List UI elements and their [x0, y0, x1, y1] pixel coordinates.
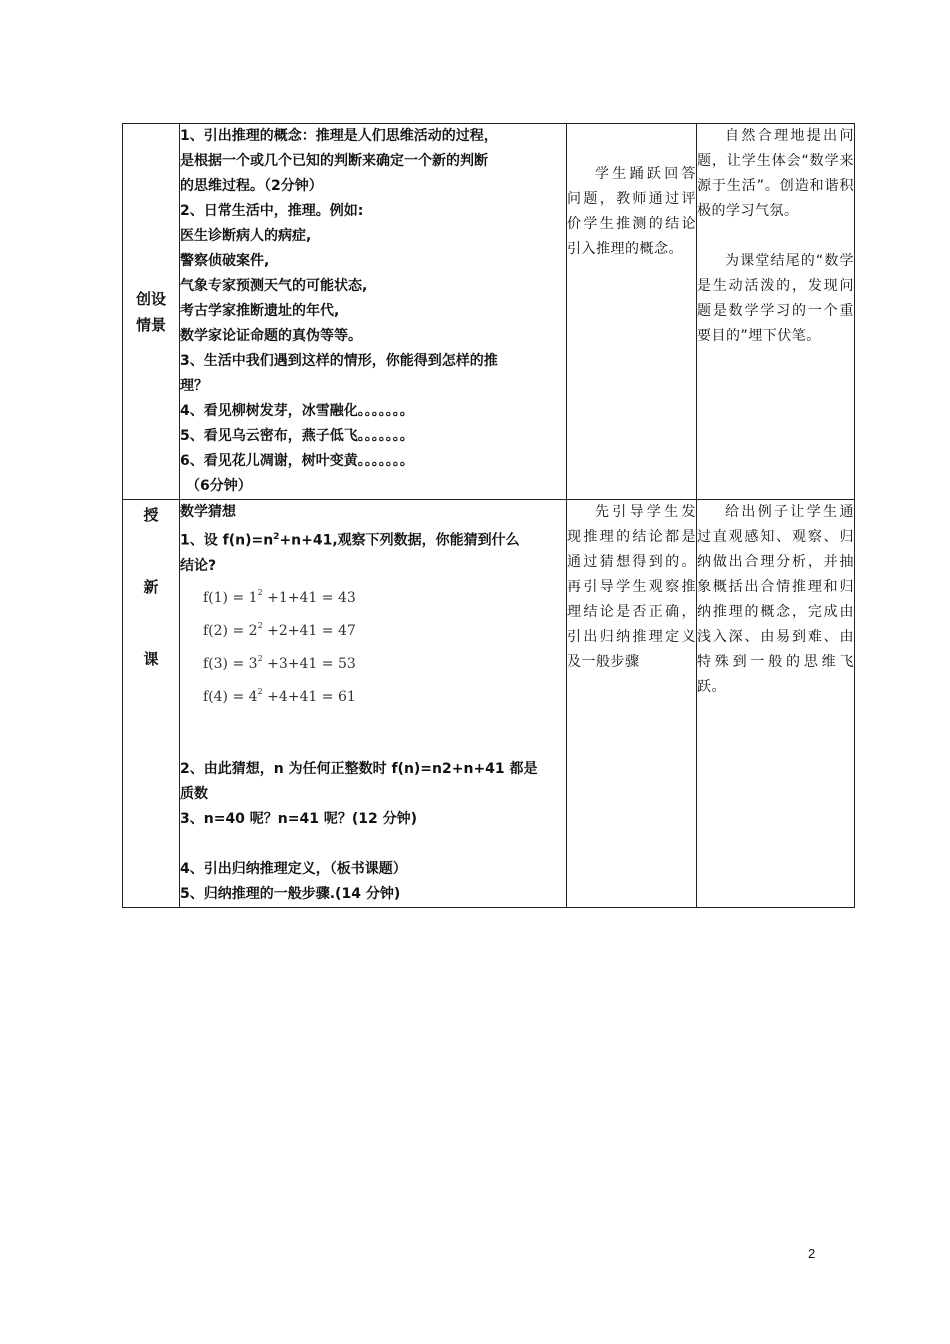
design-intent-cell — [697, 500, 855, 908]
content-line: 数学家论证命题的真伪等等。 — [180, 328, 362, 344]
content-line: 1、设 $f(n)=n^2+n+41$,观察下列数据，你能猜到什么 — [180, 532, 520, 549]
content-line: 1、引出推理的概念：推理是人们思维活动的过程， — [180, 128, 498, 144]
content-line: 结论? — [180, 557, 217, 574]
student-activity-text: 学生踊跃回答问题，教师通过评价学生推测的结论引入推理的概念。 — [567, 166, 696, 257]
content-line: 的思维过程。（2分钟） — [180, 178, 323, 194]
stage-label-line: 情景 — [135, 315, 166, 334]
student-activity-cell — [567, 124, 697, 500]
design-intent-text: 自然合理地提出问题，让学生体会“数学来源于生活”。创造和谐积极的学习气氛。 — [697, 128, 854, 219]
stage-label-line: 课 — [143, 650, 159, 668]
equation-line: $f(4) = 4^2 +4+41 = 61$ — [203, 686, 356, 705]
content-title: 数学猜想 — [180, 504, 236, 520]
design-intent-cell — [697, 124, 855, 500]
content-line: 4、看见柳树发芽，冰雪融化。。。。。。。 — [180, 403, 414, 419]
stage-cell-situation — [123, 124, 180, 500]
content-cell — [180, 500, 567, 908]
design-intent-text: 给出例子让学生通过直观感知、观察、归纳做出合理分析，并抽象概括出合情推理和归纳推理的概念，完成由浅入深、由易到难、由特殊到一般的思维飞跃。 — [697, 504, 854, 695]
content-line: 3、生活中我们遇到这样的情形，你能得到怎样的推 — [180, 353, 498, 369]
stage-label-line: 创设 — [135, 289, 166, 308]
equation-line: $f(1) = 1^2 +1+41 = 43$ — [203, 587, 356, 606]
stage-cell-new-lesson — [123, 500, 180, 908]
stage-label-line: 新 — [143, 578, 159, 596]
content-line: 警察侦破案件, — [180, 253, 270, 269]
lesson-plan-table — [122, 123, 855, 908]
equation-line: $f(2) = 2^2 +2+41 = 47$ — [203, 620, 356, 639]
design-intent-text: 为课堂结尾的“数学是生动活泼的，发现问题是数学学习的一个重要目的”埋下伏笔。 — [697, 253, 854, 344]
content-line: 理？ — [180, 378, 208, 394]
content-cell — [180, 124, 567, 500]
content-line: （6分钟） — [186, 478, 252, 494]
content-line: 5、看见乌云密布，燕子低飞。。。。。。。 — [180, 428, 414, 444]
content-line: 2、日常生活中，推理。例如: — [180, 203, 364, 219]
content-line: 考古学家推断遗址的年代, — [180, 303, 340, 319]
content-line: 6、看见花儿凋谢，树叶变黄。。。。。。。 — [180, 453, 414, 469]
content-line: 4、引出归纳推理定义，（板书课题） — [180, 860, 407, 877]
content-line: 是根据一个或几个已知的判断来确定一个新的判断 — [180, 153, 488, 169]
content-line: 医生诊断病人的病症, — [180, 228, 312, 244]
page-number: 2 — [808, 1246, 816, 1261]
table-row — [123, 500, 855, 908]
stage-label-line: 授 — [143, 506, 159, 524]
content-line: 气象专家预测天气的可能状态, — [180, 278, 368, 294]
content-line: 5、归纳推理的一般步骤.(14 分钟) — [180, 885, 401, 902]
table-row — [123, 124, 855, 500]
content-line: 2、由此猜想，n 为任何正整数时 f(n)=n2+n+41 都是 — [180, 760, 538, 777]
equation-line: $f(3) = 3^2 +3+41 = 53$ — [203, 653, 356, 672]
content-line: 3、n=40 呢？n=41 呢？(12 分钟) — [180, 810, 418, 827]
student-activity-text: 先引导学生发现推理的结论都是通过猜想得到的。再引导学生观察推理结论是否正确，引出归纳推理定义及一般步骤 — [567, 504, 696, 670]
content-line: 质数 — [180, 785, 208, 802]
student-activity-cell — [567, 500, 697, 908]
